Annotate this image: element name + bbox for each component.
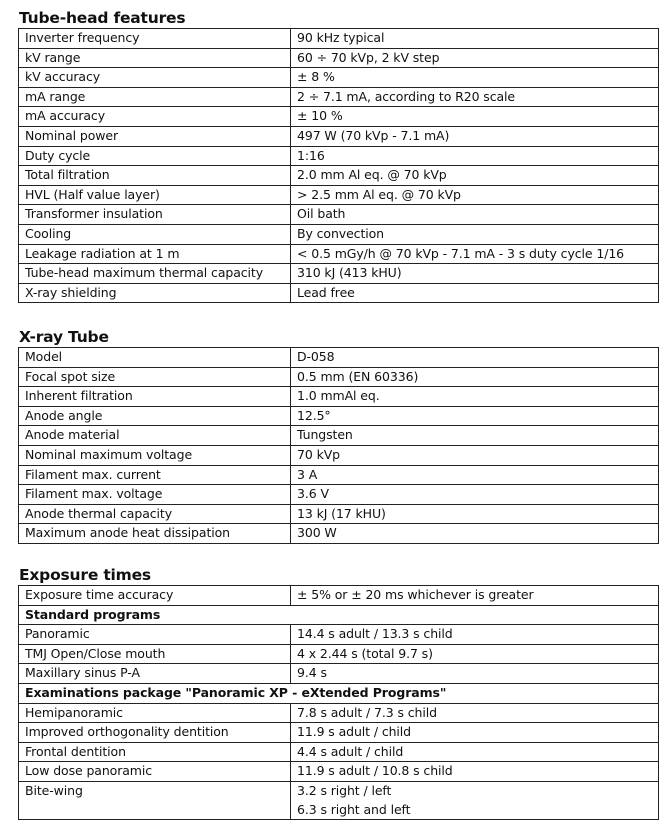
table-row (19, 107, 659, 127)
spec-value: 4 x 2.44 s (total 9.7 s) (291, 644, 659, 664)
spec-value: 11.9 s adult / 10.8 s child (291, 762, 659, 782)
spec-label: Nominal maximum voltage (19, 445, 291, 465)
spec-label: Tube-head maximum thermal capacity (19, 264, 291, 284)
table-row (19, 465, 659, 485)
standard-programs-header: Standard programs (19, 605, 659, 625)
spec-value: 13 kJ (17 kHU) (291, 504, 659, 524)
spec-value: 3.6 V (291, 485, 659, 505)
spec-value: < 0.5 mGy/h @ 70 kVp - 7.1 mA - 3 s duty cycle 1/16 (291, 244, 659, 264)
spec-label: Cooling (19, 224, 291, 244)
spec-value: 0.5 mm (EN 60336) (291, 367, 659, 387)
table-row (19, 781, 659, 800)
group-header-row (19, 683, 659, 703)
spec-label: Maxillary sinus P-A (19, 664, 291, 684)
spec-label: Nominal power (19, 126, 291, 146)
spec-value: 310 kJ (413 kHU) (291, 264, 659, 284)
table-row (19, 387, 659, 407)
table-row (19, 406, 659, 426)
spec-label: Hemipanoramic (19, 703, 291, 723)
xray-tube-section (18, 328, 659, 544)
spec-value: 3.2 s right / left (291, 781, 659, 800)
spec-value: ± 8 % (291, 68, 659, 88)
table-row (19, 264, 659, 284)
table-row (19, 244, 659, 264)
spec-label: Panoramic (19, 625, 291, 645)
table-row (19, 742, 659, 762)
spec-value: 1:16 (291, 146, 659, 166)
spec-label: Maximum anode heat dissipation (19, 524, 291, 544)
spec-label: Bite-wing (19, 781, 291, 819)
table-row (19, 205, 659, 225)
spec-value: ± 10 % (291, 107, 659, 127)
table-row (19, 485, 659, 505)
table-row (19, 224, 659, 244)
table-row (19, 283, 659, 303)
spec-label: Inherent filtration (19, 387, 291, 407)
table-row (19, 185, 659, 205)
table-row (19, 586, 659, 606)
spec-value: 7.8 s adult / 7.3 s child (291, 703, 659, 723)
spec-label: Anode angle (19, 406, 291, 426)
table-row (19, 87, 659, 107)
spec-label: X-ray shielding (19, 283, 291, 303)
package-header: Examinations package "Panoramic XP - eXtended Programs" (19, 683, 659, 703)
table-row (19, 146, 659, 166)
spec-value: By convection (291, 224, 659, 244)
tube-head-section (18, 9, 659, 303)
spec-label: Exposure time accuracy (19, 586, 291, 606)
table-row (19, 703, 659, 723)
exposure-table (18, 585, 659, 820)
table-row (19, 524, 659, 544)
spec-value: Tungsten (291, 426, 659, 446)
spec-value: D-058 (291, 348, 659, 368)
spec-label: HVL (Half value layer) (19, 185, 291, 205)
group-header-row (19, 605, 659, 625)
table-row (19, 625, 659, 645)
spec-label: Anode material (19, 426, 291, 446)
spec-label: mA range (19, 87, 291, 107)
spec-value: 497 W (70 kVp - 7.1 mA) (291, 126, 659, 146)
table-row (19, 762, 659, 782)
table-row (19, 48, 659, 68)
spec-value: 9.4 s (291, 664, 659, 684)
tube-head-title: Tube-head features (19, 9, 186, 27)
spec-label: Inverter frequency (19, 29, 291, 49)
table-row (19, 68, 659, 88)
spec-value: 70 kVp (291, 445, 659, 465)
spec-value: 60 ÷ 70 kVp, 2 kV step (291, 48, 659, 68)
spec-value: Lead free (291, 283, 659, 303)
table-row (19, 723, 659, 743)
table-row (19, 664, 659, 684)
table-row (19, 166, 659, 186)
spec-label: Leakage radiation at 1 m (19, 244, 291, 264)
tube-head-table (18, 28, 659, 303)
spec-value: 12.5° (291, 406, 659, 426)
spec-label: Model (19, 348, 291, 368)
spec-value: 4.4 s adult / child (291, 742, 659, 762)
spec-value: 90 kHz typical (291, 29, 659, 49)
spec-label: Total filtration (19, 166, 291, 186)
spec-value: 2 ÷ 7.1 mA, according to R20 scale (291, 87, 659, 107)
spec-value: ± 5% or ± 20 ms whichever is greater (291, 586, 659, 606)
spec-value: Oil bath (291, 205, 659, 225)
xray-tube-title: X-ray Tube (19, 328, 109, 346)
spec-label: Transformer insulation (19, 205, 291, 225)
spec-value: > 2.5 mm Al eq. @ 70 kVp (291, 185, 659, 205)
spec-label: Low dose panoramic (19, 762, 291, 782)
table-row (19, 504, 659, 524)
spec-value: 300 W (291, 524, 659, 544)
spec-label: Anode thermal capacity (19, 504, 291, 524)
table-row (19, 126, 659, 146)
spec-label: Filament max. voltage (19, 485, 291, 505)
table-row (19, 644, 659, 664)
spec-value: 1.0 mmAl eq. (291, 387, 659, 407)
exposure-title: Exposure times (19, 566, 151, 584)
table-row (19, 445, 659, 465)
spec-value: 6.3 s right and left (291, 801, 659, 820)
exposure-section (18, 566, 659, 820)
table-row (19, 426, 659, 446)
spec-label: kV accuracy (19, 68, 291, 88)
spec-label: Filament max. current (19, 465, 291, 485)
xray-tube-table (18, 347, 659, 544)
table-row (19, 367, 659, 387)
table-row (19, 29, 659, 49)
spec-value: 2.0 mm Al eq. @ 70 kVp (291, 166, 659, 186)
spec-label: Duty cycle (19, 146, 291, 166)
spec-label: Frontal dentition (19, 742, 291, 762)
spec-label: kV range (19, 48, 291, 68)
table-row (19, 348, 659, 368)
spec-value: 11.9 s adult / child (291, 723, 659, 743)
spec-label: mA accuracy (19, 107, 291, 127)
spec-value: 14.4 s adult / 13.3 s child (291, 625, 659, 645)
spec-value: 3 A (291, 465, 659, 485)
spec-label: TMJ Open/Close mouth (19, 644, 291, 664)
spec-label: Focal spot size (19, 367, 291, 387)
spec-label: Improved orthogonality dentition (19, 723, 291, 743)
